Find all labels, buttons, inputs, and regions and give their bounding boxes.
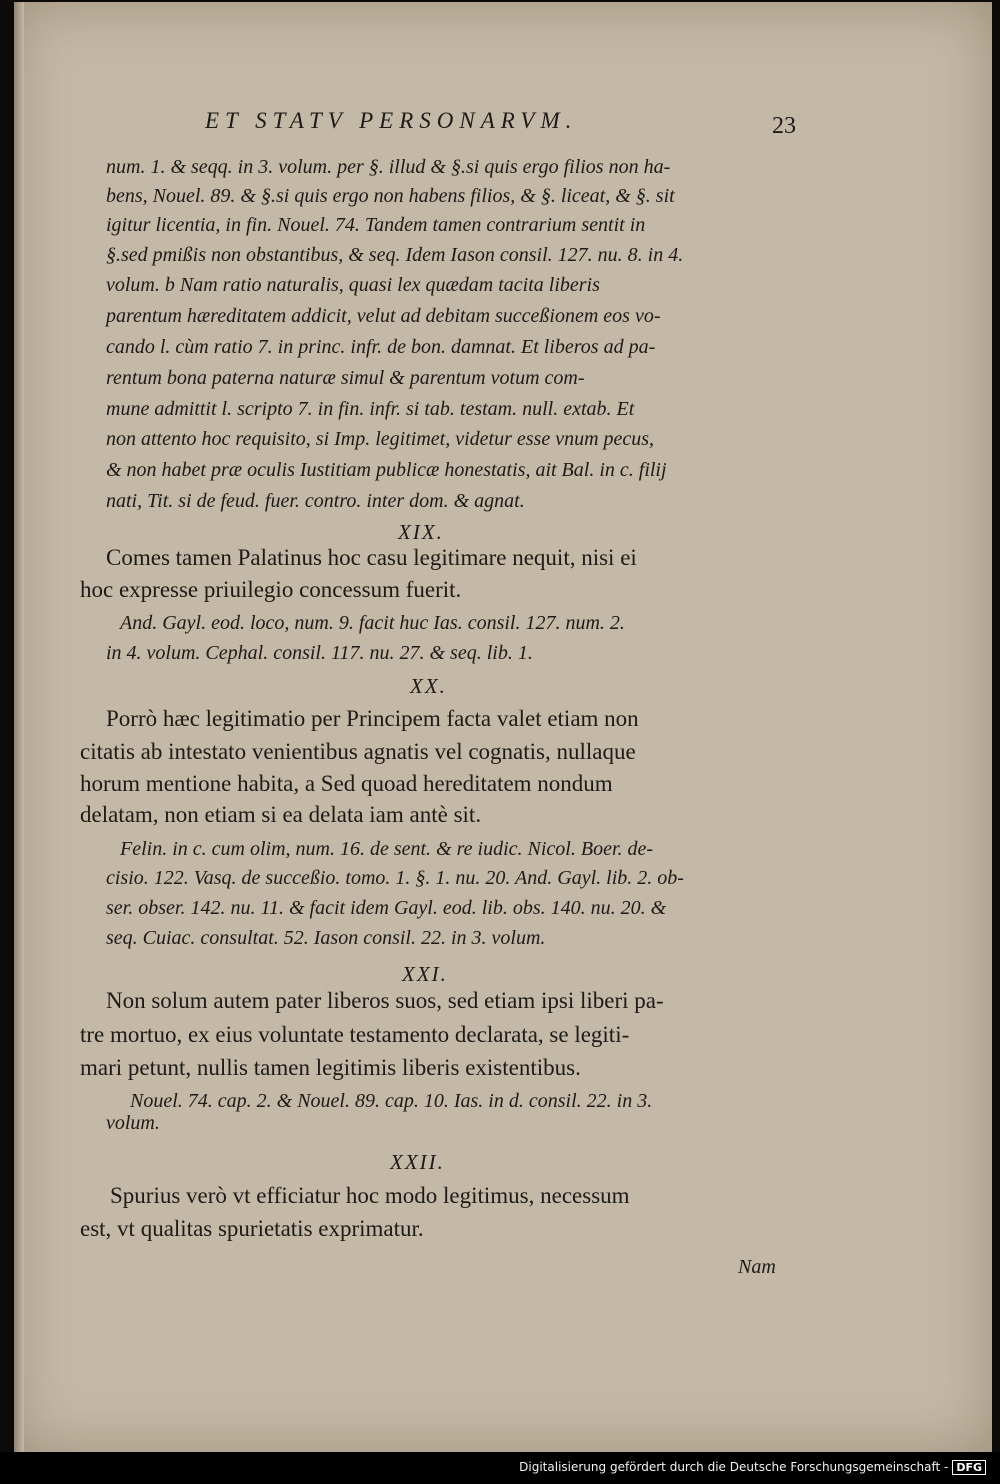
text-line: rentum bona paterna naturæ simul & parentum votum com-	[106, 367, 585, 389]
text-line: delatam, non etiam si ea delata iam antè sit.	[80, 802, 482, 827]
text-line: num. 1. & seqq. in 3. volum. per §. illud & §.si quis ergo filios non ha-	[106, 156, 671, 178]
text-line: est, vt qualitas spurietatis exprimatur.	[80, 1216, 424, 1241]
text-line: Non solum autem pater liberos suos, sed etiam ipsi liberi pa-	[106, 988, 664, 1013]
text-line: volum. b Nam ratio naturalis, quasi lex quædam tacita liberis	[106, 274, 600, 296]
section-number-xxii: XXII.	[390, 1150, 445, 1174]
footer-credit	[519, 1460, 986, 1475]
text-line: mari petunt, nullis tamen legitimis liberis existentibus.	[80, 1055, 581, 1080]
section-number-xx: XX.	[410, 674, 447, 698]
text-line: citatis ab intestato venientibus agnatis vel cognatis, nullaque	[80, 739, 636, 764]
footer-credit-text: Digitalisierung gefördert durch die Deutsche Forschungsgemeinschaft -	[519, 1460, 949, 1474]
text-line: bens, Nouel. 89. & §.si quis ergo non habens filios, & §. liceat, & §. sit	[106, 185, 675, 207]
citation-line: And. Gayl. eod. loco, num. 9. facit huc Ias. consil. 127. num. 2.	[120, 612, 625, 634]
text-line: igitur licentia, in fin. Nouel. 74. Tandem tamen contrarium sentit in	[106, 214, 646, 236]
text-line: hoc expresse priuilegio concessum fuerit.	[80, 577, 462, 602]
text-line: Spurius verò vt efficiatur hoc modo legitimus, necessum	[110, 1183, 630, 1208]
catchword: Nam	[738, 1256, 776, 1278]
text-line: parentum hæreditatem addicit, velut ad debitam succeßionem eos vo-	[106, 305, 661, 327]
text-line: §.sed pmißis non obstantibus, & seq. Idem Iason consil. 127. nu. 8. in 4.	[106, 244, 684, 266]
citation-line: Nouel. 74. cap. 2. & Nouel. 89. cap. 10. Ias. in d. consil. 22. in 3.	[130, 1090, 653, 1112]
page-gutter-shadow	[14, 2, 24, 1452]
text-line: Comes tamen Palatinus hoc casu legitimare nequit, nisi ei	[106, 545, 637, 570]
text-line: & non habet præ oculis Iustitiam publicæ honestatis, ait Bal. in c. filij	[106, 459, 667, 481]
page-number: 23	[772, 113, 796, 139]
citation-line: volum.	[106, 1112, 160, 1134]
text-line: cando l. cùm ratio 7. in princ. infr. de bon. damnat. Et liberos ad pa-	[106, 336, 656, 358]
citation-line: seq. Cuiac. consultat. 52. Iason consil. 22. in 3. volum.	[106, 927, 546, 949]
citation-line: in 4. volum. Cephal. consil. 117. nu. 27. & seq. lib. 1.	[106, 642, 533, 664]
text-line: tre mortuo, ex eius voluntate testamento declarata, se legiti-	[80, 1022, 630, 1047]
section-number-xix: XIX.	[398, 520, 444, 544]
running-title: ET STATV PERSONARVM.	[205, 108, 578, 133]
citation-line: ser. obser. 142. nu. 11. & facit idem Gayl. eod. lib. obs. 140. nu. 20. &	[106, 897, 667, 919]
text-line: mune admittit l. scripto 7. in fin. infr. si tab. testam. null. extab. Et	[106, 398, 635, 420]
digitization-footer	[0, 1452, 1000, 1484]
citation-line: cisio. 122. Vasq. de succeßio. tomo. 1. §. 1. nu. 20. And. Gayl. lib. 2. ob-	[106, 867, 684, 889]
text-line: Porrò hæc legitimatio per Principem facta valet etiam non	[106, 706, 639, 731]
text-line: nati, Tit. si de feud. fuer. contro. inter dom. & agnat.	[106, 490, 525, 512]
section-number-xxi: XXI.	[402, 962, 448, 986]
dfg-logo: DFG	[952, 1460, 986, 1475]
text-line: non attento hoc requisito, si Imp. legitimet, videtur esse vnum pecus,	[106, 428, 655, 450]
citation-line: Felin. in c. cum olim, num. 16. de sent. & re iudic. Nicol. Boer. de-	[120, 838, 654, 860]
text-line: horum mentione habita, a Sed quoad hereditatem nondum	[80, 771, 613, 796]
